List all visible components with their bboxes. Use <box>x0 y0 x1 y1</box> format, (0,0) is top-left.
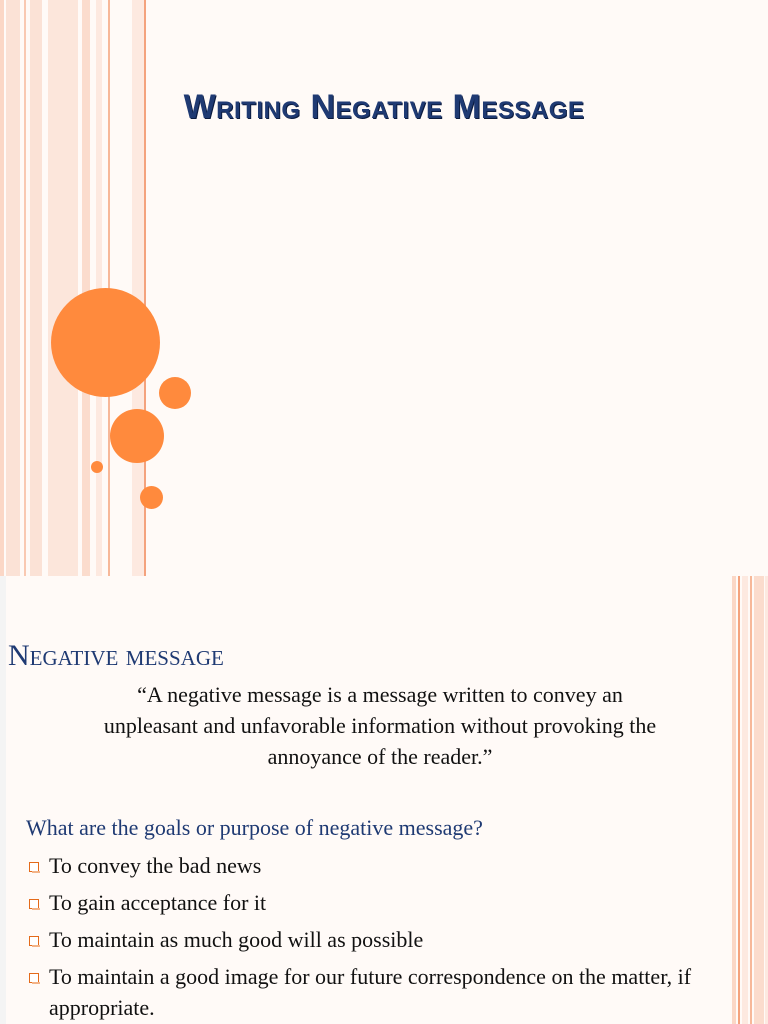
decorative-stripe <box>0 576 6 1024</box>
decorative-stripe <box>30 0 42 576</box>
list-item <box>26 924 716 955</box>
decorative-circle-medium <box>110 409 164 463</box>
decorative-circle-large <box>51 288 160 397</box>
content-slide <box>0 576 768 1024</box>
quote-line: unpleasant and unfavorable information without provoking the <box>103 713 657 738</box>
decorative-stripe <box>738 576 740 1024</box>
decorative-stripe <box>742 576 748 1024</box>
definition-quote <box>30 679 730 772</box>
list-item <box>26 850 716 881</box>
decorative-stripe <box>24 0 26 576</box>
decorative-stripe <box>48 0 78 576</box>
decorative-circle-small <box>159 377 191 409</box>
list-item-text: To maintain as much good will as possible <box>49 927 424 952</box>
square-bullet-icon <box>29 899 39 909</box>
decorative-circle-small <box>140 486 163 509</box>
list-item-text: To convey the bad news <box>49 853 262 878</box>
quote-line: “A negative message is a message written to convey an <box>137 682 623 707</box>
square-bullet-icon <box>29 973 39 983</box>
decorative-stripe <box>754 576 764 1024</box>
quote-line: annoyance of the reader.” <box>267 744 493 769</box>
square-bullet-icon <box>29 936 39 946</box>
decorative-stripe <box>6 0 20 576</box>
decorative-stripe <box>750 576 752 1024</box>
decorative-stripe <box>82 0 90 576</box>
decorative-stripe <box>732 576 736 1024</box>
square-bullet-icon <box>29 862 39 872</box>
slide-heading: Negative message <box>8 639 224 672</box>
list-item-text: To maintain a good image for our future correspondence on the matter, if appropriate. <box>49 964 692 1020</box>
list-item <box>26 887 716 918</box>
decorative-circle-tiny <box>91 461 103 473</box>
goals-question: What are the goals or purpose of negative message? <box>26 815 483 840</box>
goals-list <box>26 850 716 1024</box>
slide-title: Writing Negative Message <box>183 88 585 126</box>
list-item <box>26 961 716 1023</box>
list-item-text: To gain acceptance for it <box>49 890 267 915</box>
decorative-stripe <box>0 0 4 576</box>
